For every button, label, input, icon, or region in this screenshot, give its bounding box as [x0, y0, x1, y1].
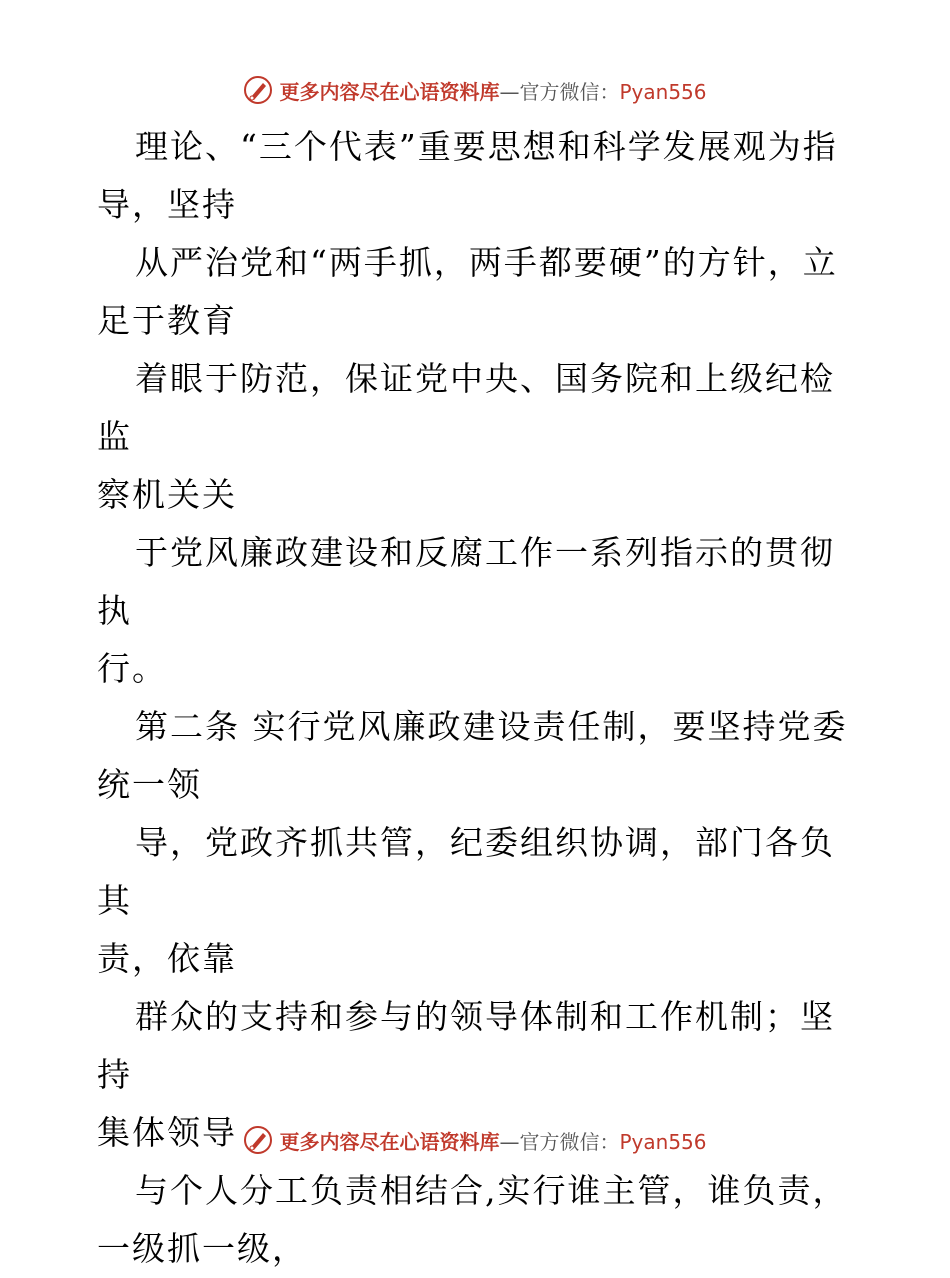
paragraph-3: 着眼于防范，保证党中央、国务院和上级纪检监 察机关关 — [97, 359, 835, 514]
paragraph-6: 导，党政齐抓共管，纪委组织协调，部门各负其 责，依靠 — [97, 823, 835, 978]
header-banner-label: 官方微信： — [519, 79, 620, 104]
footer-banner-title: 更多内容尽在心语资料库 — [279, 1129, 500, 1154]
document-body — [97, 118, 857, 1278]
paragraph-7: 群众的支持和参与的领导体制和工作机制；坚持 集体领导 — [97, 997, 835, 1152]
pen-logo-icon — [243, 75, 273, 105]
footer-banner-text — [279, 1126, 706, 1155]
paragraph-4: 于党风廉政建设和反腐工作一系列指示的贯彻执 行。 — [97, 533, 835, 688]
header-banner-text — [279, 76, 706, 105]
paragraph-2: 从严治党和“两手抓，两手都要硬”的方针，立 足于教育 — [97, 243, 838, 340]
pen-logo-icon — [243, 1125, 273, 1155]
paragraph-5: 第二条 实行党风廉政建设责任制，要坚持党委 统一领 — [97, 707, 848, 804]
footer-banner-id: Pyan556 — [619, 1129, 707, 1154]
footer-banner — [0, 1120, 950, 1160]
paragraph-8: 与个人分工负责相结合,实行谁主管，谁负责， 一级抓一级， — [97, 1171, 848, 1268]
footer-banner-label: 官方微信： — [519, 1129, 620, 1154]
header-banner-dash: — — [499, 79, 520, 104]
header-banner-id: Pyan556 — [619, 79, 707, 104]
header-banner-title: 更多内容尽在心语资料库 — [279, 79, 500, 104]
paragraph-1: 理论、“三个代表”重要思想和科学发展观为指 导，坚持 — [97, 127, 838, 224]
footer-banner-dash: — — [499, 1129, 520, 1154]
header-banner — [0, 70, 950, 110]
